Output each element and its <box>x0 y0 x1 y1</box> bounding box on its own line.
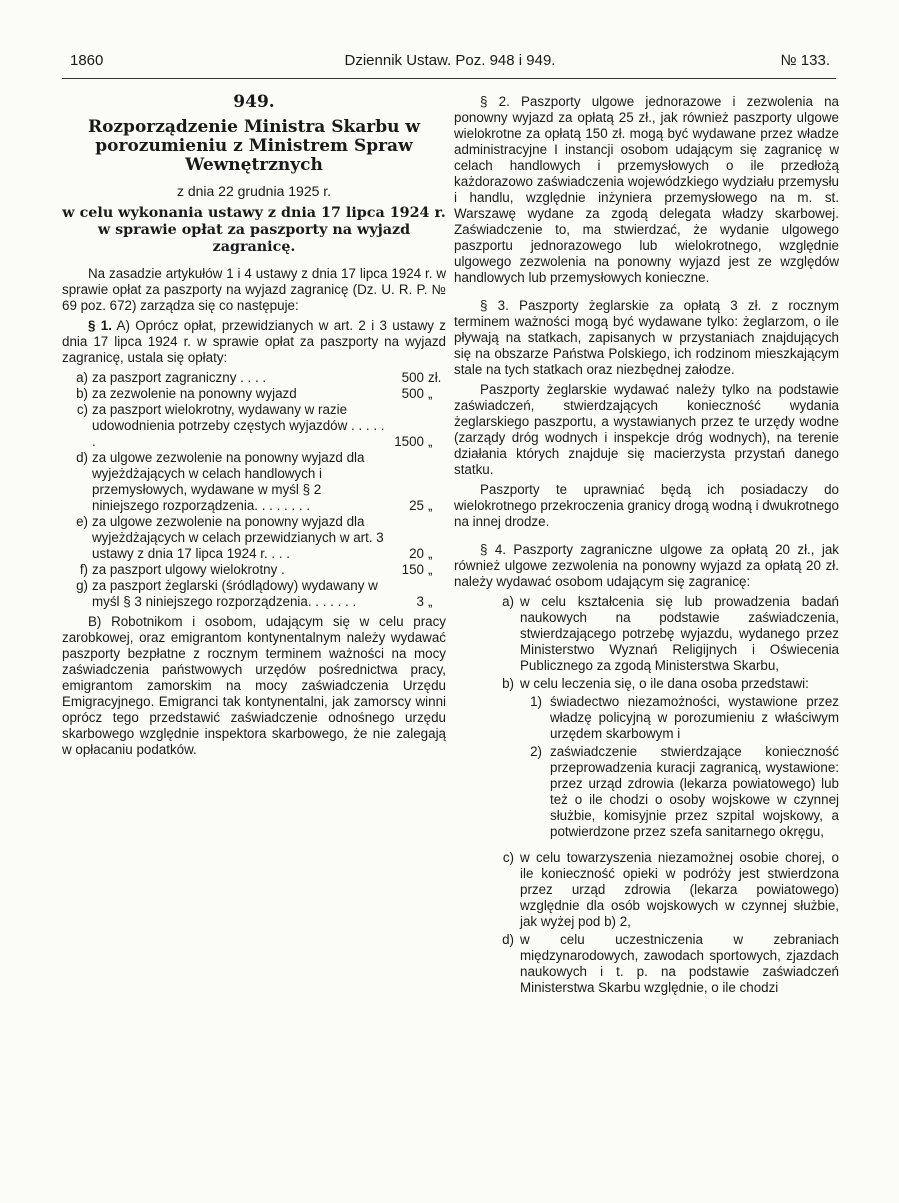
list-item: g) za paszport żeglarski (śródlądowy) wydawany w myśl § 3 niniejszego rozporządzenia. . . . . . . 3 „ <box>76 578 433 609</box>
list-item: a) w celu kształcenia się lub prowadzenia badań naukowych na podstawie zaświadczenia, stwierdzającego potrzebę wyjazdu, wydanego przez Ministerstwo Wyznań Religijnych i Oświecenia Publicznego za zgodą Ministerstwa Skarbu, <box>502 594 839 673</box>
left-column <box>62 94 446 762</box>
list-item: 1) świadectwo niezamożności, wystawione przez władzę policyjną w porozumieniu z właściwym urzędem skarbowym i <box>530 694 839 741</box>
fee-list <box>62 370 446 610</box>
act-number: 949. <box>233 92 275 112</box>
list-item: c) za paszport wielokrotny, wydawany w razie udowodnienia potrzeby częstych wyjazdów . . . . . . 1500 „ <box>76 402 433 449</box>
page-header <box>70 52 830 74</box>
section-3-a: § 3. Paszporty żeglarskie za opłatą 3 zł. z rocznym terminem ważności mogą być wydawane tylko: żeglarzom, o ile pływają na statkach, zapisanych w przystaniach znajdujących się na obszarze Państwa Polskiego, ich rodzinom mieszkającym stale na tych statkach oraz niezbędnej załodze. <box>454 298 839 377</box>
list-item: b) za zezwolenie na ponowny wyjazd 500 „ <box>76 386 433 401</box>
list-item: c) w celu towarzyszenia niezamożnej osobie chorej, o ile konieczność opieki w podróży jest stwierdzona przez urząd zdrowia (lekarza powiatowego) względnie dla osób wojskowych w czynnej służbie, jak wyżej pod b) 2, <box>502 850 839 929</box>
header-rule <box>62 78 836 79</box>
section-1-label: § 1. <box>88 318 112 333</box>
page-number: 1860 <box>70 52 104 69</box>
act-title: Rozporządzenie Ministra Skarbu w porozumieniu z Ministrem Spraw Wewnętrznych <box>87 117 421 175</box>
issue-number: № 133. <box>780 52 830 69</box>
section-3-b: Paszporty żeglarskie wydawać należy tylko na podstawie zaświadczeń, stwierdzających konieczność wydania żeglarskiego paszportu, a wystawianych przez te urzędy wodne (zarządy dróg wodnych i inspekcje dróg wodnych), na terenie działania których znajduje się macierzysta przystań danego statku. <box>454 382 839 477</box>
section-3-c: Paszporty te uprawniać będą ich posiadaczy do wielokrotnego przekroczenia granicy drogą wodną i dwukrotnego na innej drodze. <box>454 482 839 529</box>
list-item: d) w celu uczestniczenia w zebraniach międzynarodowych, zawodach sportowych, zjazdach naukowych i t. p. na podstawie zaświadczeń Ministerstwa Skarbu względnie, o ile chodzi <box>502 932 839 995</box>
list-item: a) za paszport zagraniczny . . . . 500 zł. <box>76 370 442 385</box>
preamble: Na zasadzie artykułów 1 i 4 ustawy z dnia 17 lipca 1924 r. w sprawie opłat za paszporty na wyjazd zagranicę (Dz. U. R. P. № 69 poz. 672) zarządza się co następuje: <box>62 266 446 313</box>
list-item: 2) zaświadczenie stwierdzające konieczność przeprowadzenia kuracji zagranicą, wystawione: przez urząd zdrowia (lekarza powiatowego) lub też o ile chodzi o osoby wojskowe w czynnej służbie, komisyjnie przez szpital wojskowy, a potwierdzone przez szefa sanitarnego okręgu, <box>530 744 839 839</box>
list-item: d) za ulgowe zezwolenie na ponowny wyjazd dla wyjeżdżających w celach handlowych i przemysłowych, wydawane w myśl § 2 niniejszego rozporządzenia. . . . . . . . 25 „ <box>76 450 433 513</box>
act-subject: w celu wykonania ustawy z dnia 17 lipca 1924 r. w sprawie opłat za paszporty na wyjazd zagranicę. <box>62 205 446 255</box>
section-1-b: B) Robotnikom i osobom, udającym się w celu pracy zarobkowej, oraz emigrantom kontynentalnym należy wydawać paszporty bezpłatne z rocznym terminem ważności na mocy zaświadczenia państwowych urzędów pośrednictwa pracy, emigrantom zamorskim na mocy zaświadczenia Urzędu Emigracyjnego. Emigranci tak kontynentalni, jak zamorscy winni oprócz tego przedstawić zaświadczenie odnośnego urzędu skarbowego względnie inspektora skarbowego, że nie zalegają w opłacaniu podatków. <box>62 614 446 757</box>
journal-reference: Dziennik Ustaw. Poz. 948 i 949. <box>344 52 556 69</box>
section-1-intro <box>62 318 446 366</box>
list-item: e) za ulgowe zezwolenie na ponowny wyjazd dla wyjeżdżających w celach przewidzianych w art. 3 ustawy z dnia 17 lipca 1924 r. . . . 20 „ <box>76 514 433 561</box>
section-1-text: A) Oprócz opłat, przewidzianych w art. 2 i 3 ustawy z dnia 17 lipca 1924 r. w sprawie opłat za paszporty na wyjazd zagranicę, ustala się opłaty: <box>62 318 446 365</box>
section-2: § 2. Paszporty ulgowe jednorazowe i zezwolenia na ponowny wyjazd za opłatą 25 zł., jak również paszporty ulgowe wielokrotne za opłatą 150 zł. mogą być wydawane przez władze administracyjne I instancji osobom udającym się zagranicę w celach handlowych i przemysłowych o ile przedłożą każdorazowo zaświadczenia wojewódzkiego wydziału przemysłu i handlu, względnie inżyniera przemysłowego na m. st. Warszawę wydane za zgodą delegata władzy skarbowej. Zaświadczenie to, ma stwierdzać, że wydanie ulgowego paszportu jednorazowego lub wielokrotnego, względnie ulgowego zezwolenia na ponowny wyjazd jest ze względów handlowych lub przemysłowych konieczne. <box>454 94 839 285</box>
right-column <box>454 94 839 998</box>
list-item: b) w celu leczenia się, o ile dana osoba przedstawi: <box>502 676 809 691</box>
act-date: z dnia 22 grudnia 1925 r. <box>176 183 332 199</box>
list-item: f) za paszport ulgowy wielokrotny . 150 „ <box>79 562 433 577</box>
section-4-intro: § 4. Paszporty zagraniczne ulgowe za opłatą 20 zł., jak również ulgowe zezwolenia na ponowny wyjazd za opłatą 20 zł. należy wydawać osobom udającym się zagranicę: <box>454 542 839 589</box>
